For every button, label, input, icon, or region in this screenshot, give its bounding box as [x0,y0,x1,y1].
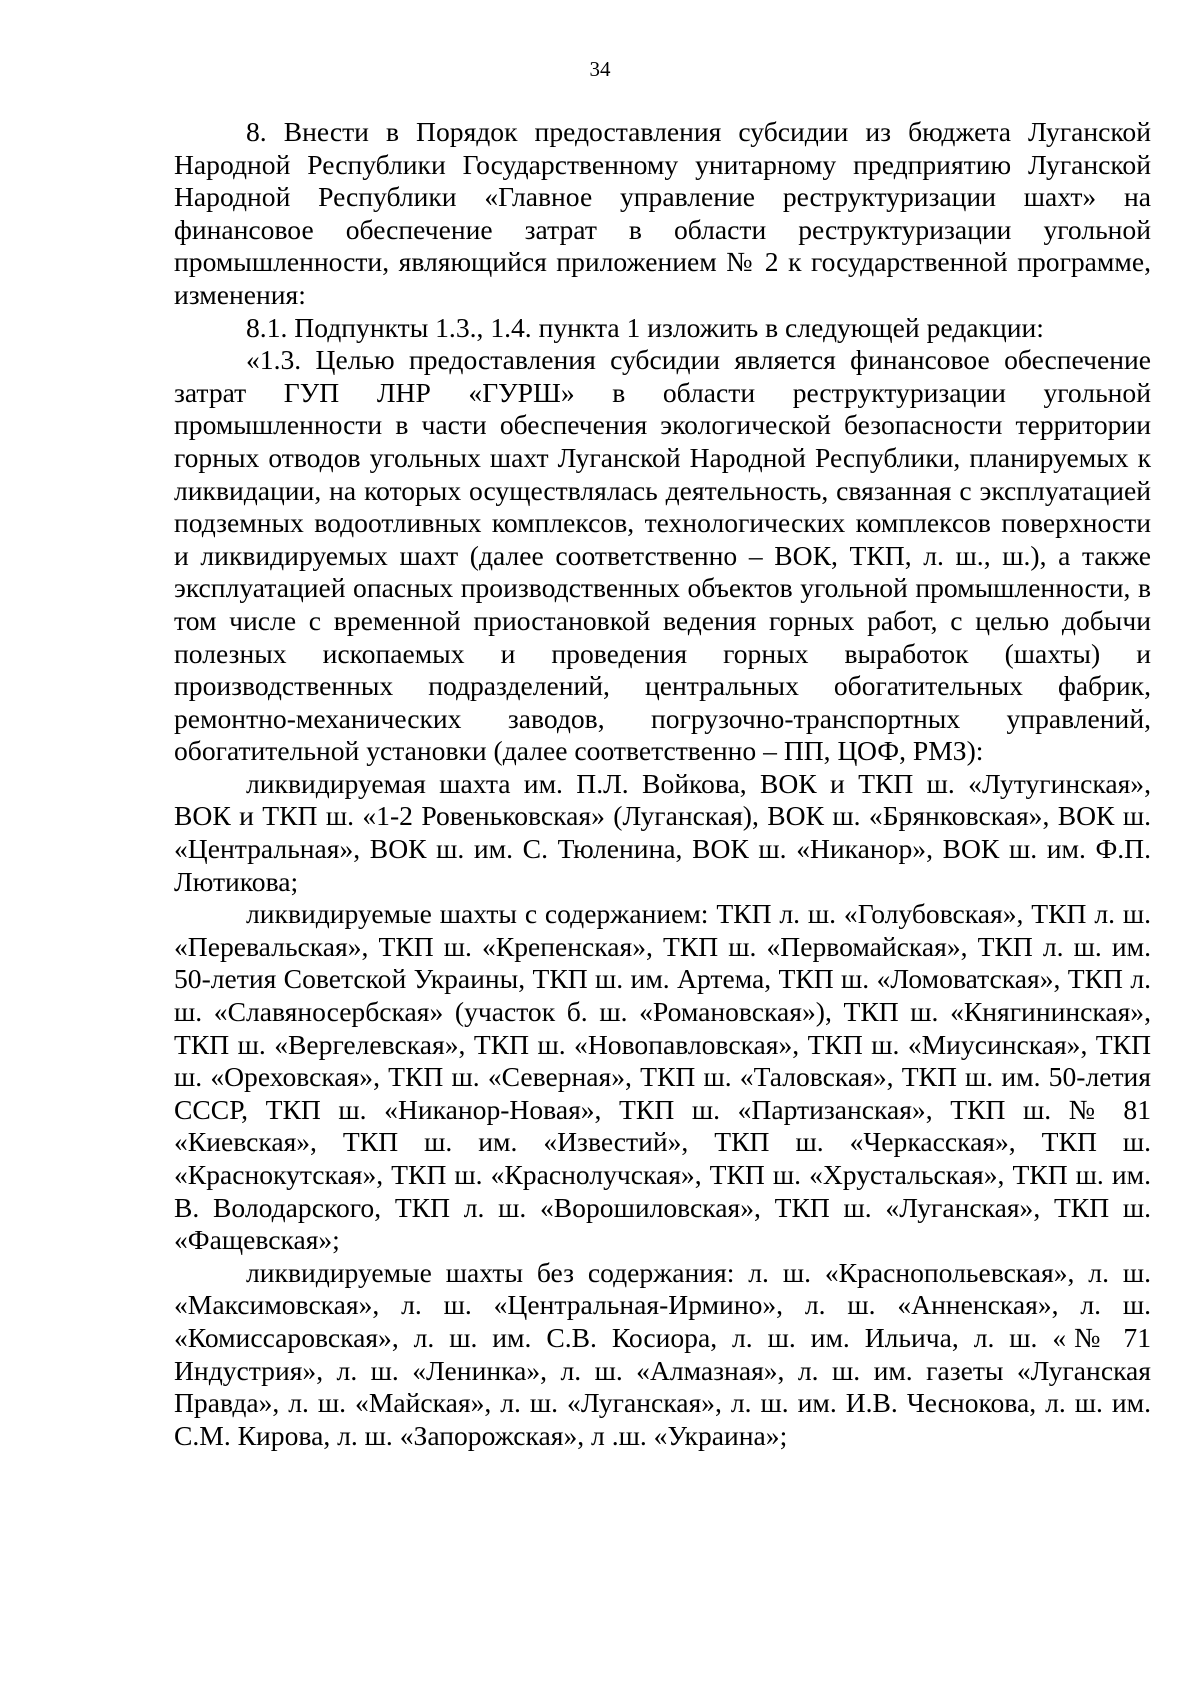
paragraph-item-1-3: «1.3. Целью предоставления субсидии является финансовое обеспечение затрат ГУП ЛНР «ГУРШ» в области реструктуризации угольной промышленности в части обеспечения экологической безопасности территории горных отводов угольных шахт Луганской Народной Республики, планируемых к ликвидации, на которых осуществлялась деятельность, связанная с эксплуатацией подземных водоотливных комплексов, технологических комплексов поверхности и ликвидируемых шахт (далее соответственно – ВОК, ТКП, л. ш., ш.), а также эксплуатацией опасных производственных объектов угольной промышленности, в том числе с временной приостановкой ведения горных работ, с целью добычи полезных ископаемых и проведения горных выработок (шахты) и производственных подразделений, центральных обогатительных фабрик, ремонтно-механических заводов, погрузочно-транспортных управлений, обогатительной установки (далее соответственно – ПП, ЦОФ, РМЗ): [174,344,1151,767]
paragraph-subitem-8-1: 8.1. Подпункты 1.3., 1.4. пункта 1 изложить в следующей редакции: [246,311,1044,343]
document-body [174,116,1151,1452]
paragraph-mines-with-maintenance: ликвидируемые шахты с содержанием: ТКП л. ш. «Голубовская», ТКП л. ш. «Перевальская», ТКП ш. «Крепенская», ТКП ш. «Первомайская», ТКП л. ш. им. 50-летия Советской Украины, ТКП ш. им. Артема, ТКП ш. «Ломоватская», ТКП л. ш. «Славяносербская» (участок б. ш. «Романовская»), ТКП ш. «Княгининская», ТКП ш. «Вергелевская», ТКП ш. «Новопавловская», ТКП ш. «Миусинская», ТКП ш. «Ореховская», ТКП ш. «Северная», ТКП ш. «Таловская», ТКП ш. им. 50-летия СССР, ТКП ш. «Никанор-Новая», ТКП ш. «Партизанская», ТКП ш. № 81 «Киевская», ТКП ш. им. «Известий», ТКП ш. «Черкасская», ТКП ш. «Краснокутская», ТКП ш. «Краснолучская», ТКП ш. «Хрустальская», ТКП ш. им. В. Володарского, ТКП л. ш. «Ворошиловская», ТКП ш. «Луганская», ТКП ш. «Фащевская»; [174,898,1151,1256]
paragraph-liquidated-mine: ликвидируемая шахта им. П.Л. Войкова, ВОК и ТКП ш. «Лутугинская», ВОК и ТКП ш. «1-2 Ровеньковская» (Луганская), ВОК ш. «Брянковская», ВОК ш. «Центральная», ВОК ш. им. С. Тюленина, ВОК ш. «Никанор», ВОК ш. им. Ф.П. Лютикова; [174,767,1151,897]
paragraph-mines-without-maintenance: ликвидируемые шахты без содержания: л. ш. «Краснопольевская», л. ш. «Максимовская», л. ш. «Центральная-Ирмино», л. ш. «Анненская», л. ш. «Комиссаровская», л. ш. им. С.В. Косиора, л. ш. им. Ильича, л. ш. «№ 71 Индустрия», л. ш. «Ленинка», л. ш. «Алмазная», л. ш. им. газеты «Луганская Правда», л. ш. «Майская», л. ш. «Луганская», л. ш. им. И.В. Чеснокова, л. ш. им. С.М. Кирова, л. ш. «Запорожская», л .ш. «Украина»; [174,1256,1151,1451]
paragraph-item-8: 8. Внести в Порядок предоставления субсидии из бюджета Луганской Народной Республики Государственному унитарному предприятию Луганской Народной Республики «Главное управление реструктуризации шахт» на финансовое обеспечение затрат в области реструктуризации угольной промышленности, являющийся приложением № 2 к государственной программе, изменения: [174,116,1151,310]
page-number: 34 [589,57,611,81]
